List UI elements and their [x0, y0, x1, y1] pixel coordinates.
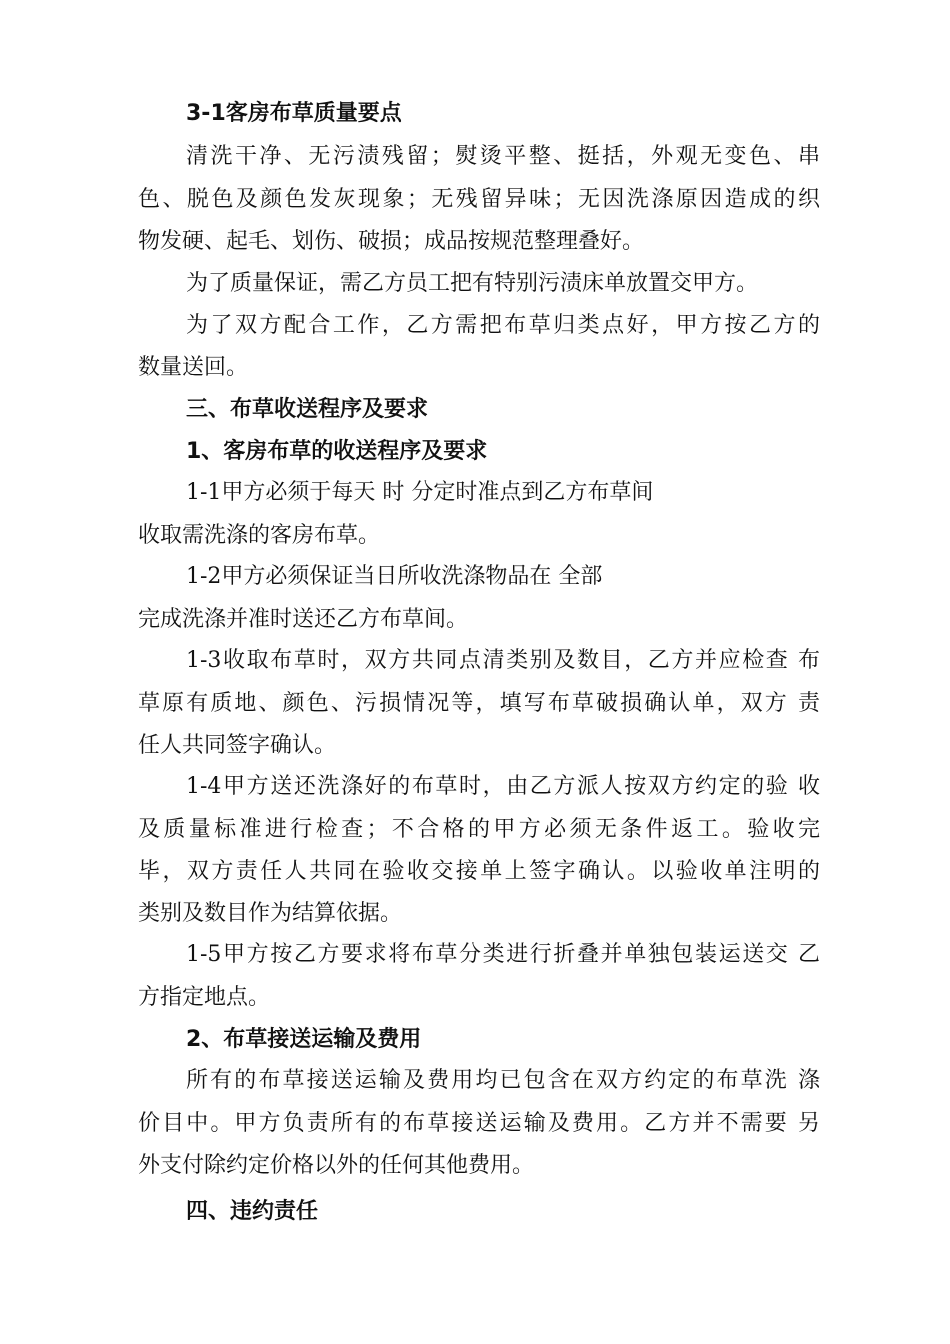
subsection-heading-1: 1、客房布草的收送程序及要求: [186, 439, 488, 464]
paragraph-line: 所有的布草接送运输及费用均已包含在双方约定的布草洗 涤: [186, 1068, 820, 1093]
list-item-1-2-cont: 完成洗涤并准时送还乙方布草间。: [138, 607, 469, 632]
list-item-1-1: 1-1甲方必须于每天 时 分定时准点到乙方布草间: [186, 480, 654, 505]
list-item-1-4-cont: 及质量标准进行检查；不合格的甲方必须无条件返工。验收完: [138, 817, 820, 842]
paragraph-line: 清洗干净、无污渍残留；熨烫平整、挺括，外观无变色、串: [186, 144, 820, 169]
paragraph-line: 数量送回。: [138, 355, 249, 380]
list-item-1-4-cont: 类别及数目作为结算依据。: [138, 901, 403, 926]
section-heading-3-1: 3-1客房布草质量要点: [186, 101, 402, 126]
list-item-1-5: 1-5甲方按乙方要求将布草分类进行折叠并单独包装运送交 乙: [186, 942, 820, 967]
section-heading-3: 三、布草收送程序及要求: [186, 397, 429, 422]
subsection-heading-2: 2、布草接送运输及费用: [186, 1027, 422, 1052]
paragraph-line: 价目中。甲方负责所有的布草接送运输及费用。乙方并不需要 另: [138, 1111, 820, 1136]
list-item-1-2: 1-2甲方必须保证当日所收洗涤物品在 全部: [186, 564, 603, 589]
paragraph-line: 外支付除约定价格以外的任何其他费用。: [138, 1153, 535, 1178]
list-item-1-1-cont: 收取需洗涤的客房布草。: [138, 523, 381, 548]
paragraph-line: 色、脱色及颜色发灰现象；无残留异味；无因洗涤原因造成的织: [138, 187, 820, 212]
paragraph-line: 为了质量保证，需乙方员工把有特别污渍床单放置交甲方。: [186, 271, 759, 296]
list-item-1-3-cont: 任人共同签字确认。: [138, 733, 337, 758]
list-item-1-5-cont: 方指定地点。: [138, 985, 271, 1010]
section-heading-4: 四、违约责任: [186, 1199, 319, 1224]
list-item-1-3: 1-3收取布草时，双方共同点清类别及数目，乙方并应检查 布: [186, 648, 820, 673]
paragraph-line: 物发硬、起毛、划伤、破损；成品按规范整理叠好。: [138, 229, 645, 254]
list-item-1-3-cont: 草原有质地、颜色、污损情况等，填写布草破损确认单，双方 责: [138, 691, 820, 716]
list-item-1-4-cont: 毕，双方责任人共同在验收交接单上签字确认。以验收单注明的: [138, 859, 820, 884]
paragraph-line: 为了双方配合工作，乙方需把布草归类点好，甲方按乙方的: [186, 313, 820, 338]
list-item-1-4: 1-4甲方送还洗涤好的布草时，由乙方派人按双方约定的验 收: [186, 774, 820, 799]
